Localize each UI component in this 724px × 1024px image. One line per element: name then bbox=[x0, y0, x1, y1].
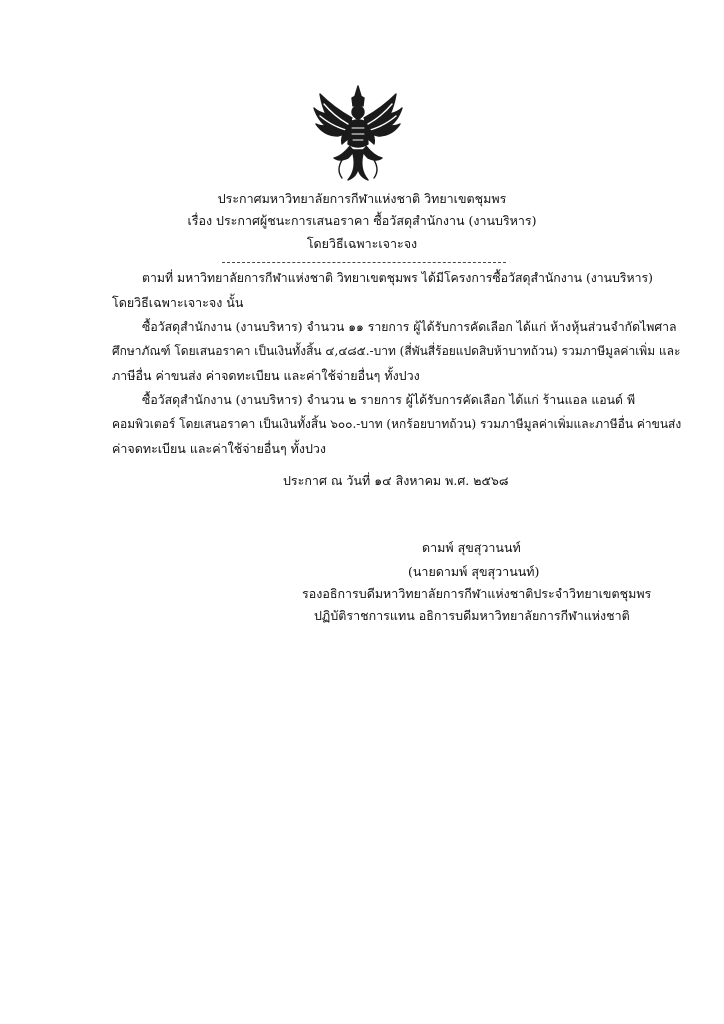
announcement-title: ประกาศมหาวิทยาลัยการกีฬาแห่งชาติ วิทยาเขตชุมพร bbox=[217, 191, 507, 206]
signatory-acting-position: ปฏิบัติราชการแทน อธิการบดีมหาวิทยาลัยการกีฬาแห่งชาติ bbox=[314, 608, 630, 623]
header-divider bbox=[222, 262, 506, 263]
paragraph-3-line-1: ซื้อวัสดุสำนักงาน (งานบริหาร) จำนวน ๒ รายการ ผู้ได้รับการคัดเลือก ได้แก่ ร้านแอล แอนด์ พี bbox=[142, 393, 636, 407]
paragraph-3-line-3: ค่าจดทะเบียน และค่าใช้จ่ายอื่นๆ ทั้งปวง bbox=[112, 441, 327, 456]
paragraph-2-line-1: ซื้อวัสดุสำนักงาน (งานบริหาร) จำนวน ๑๑ รายการ ผู้ได้รับการคัดเลือก ได้แก่ ห้างหุ้นส่วนจำกัดไพศาล bbox=[142, 320, 677, 334]
announcement-subject: เรื่อง ประกาศผู้ชนะการเสนอราคา ซื้อวัสดุสำนักงาน (งานบริหาร) bbox=[187, 213, 537, 228]
garuda-emblem-icon bbox=[312, 84, 404, 184]
procurement-method: โดยวิธีเฉพาะเจาะจง bbox=[306, 236, 418, 251]
signature-text: ดามพ์ สุขสุวานนท์ bbox=[422, 540, 521, 555]
paragraph-1-line-2: โดยวิธีเฉพาะเจาะจง นั้น bbox=[112, 295, 244, 310]
paragraph-2-line-2: ศึกษาภัณฑ์ โดยเสนอราคา เป็นเงินทั้งสิ้น ๔,๔๘๕.-บาท (สี่พันสี่ร้อยแปดสิบห้าบาทถ้วน) รวมภาษีมูลค่าเพิ่ม และ bbox=[112, 344, 681, 358]
paragraph-2-line-3: ภาษีอื่น ค่าขนส่ง ค่าจดทะเบียน และค่าใช้จ่ายอื่นๆ ทั้งปวง bbox=[112, 368, 420, 383]
signatory-name: (นายดามพ์ สุขสุวานนท์) bbox=[408, 564, 540, 579]
paragraph-3-line-2: คอมพิวเตอร์ โดยเสนอราคา เป็นเงินทั้งสิ้น ๖๐๐.-บาท (หกร้อยบาทถ้วน) รวมภาษีมูลค่าเพิ่มและภาษีอื่น ค่าขนส่ง bbox=[112, 417, 682, 431]
announcement-date: ประกาศ ณ วันที่ ๑๔ สิงหาคม พ.ศ. ๒๕๖๘ bbox=[283, 473, 509, 488]
paragraph-1-line-1: ตามที่ มหาวิทยาลัยการกีฬาแห่งชาติ วิทยาเขตชุมพร ได้มีโครงการซื้อวัสดุสำนักงาน (งานบริหาร) bbox=[142, 271, 653, 285]
signatory-position: รองอธิการบดีมหาวิทยาลัยการกีฬาแห่งชาติประจำวิทยาเขตชุมพร bbox=[302, 586, 652, 601]
